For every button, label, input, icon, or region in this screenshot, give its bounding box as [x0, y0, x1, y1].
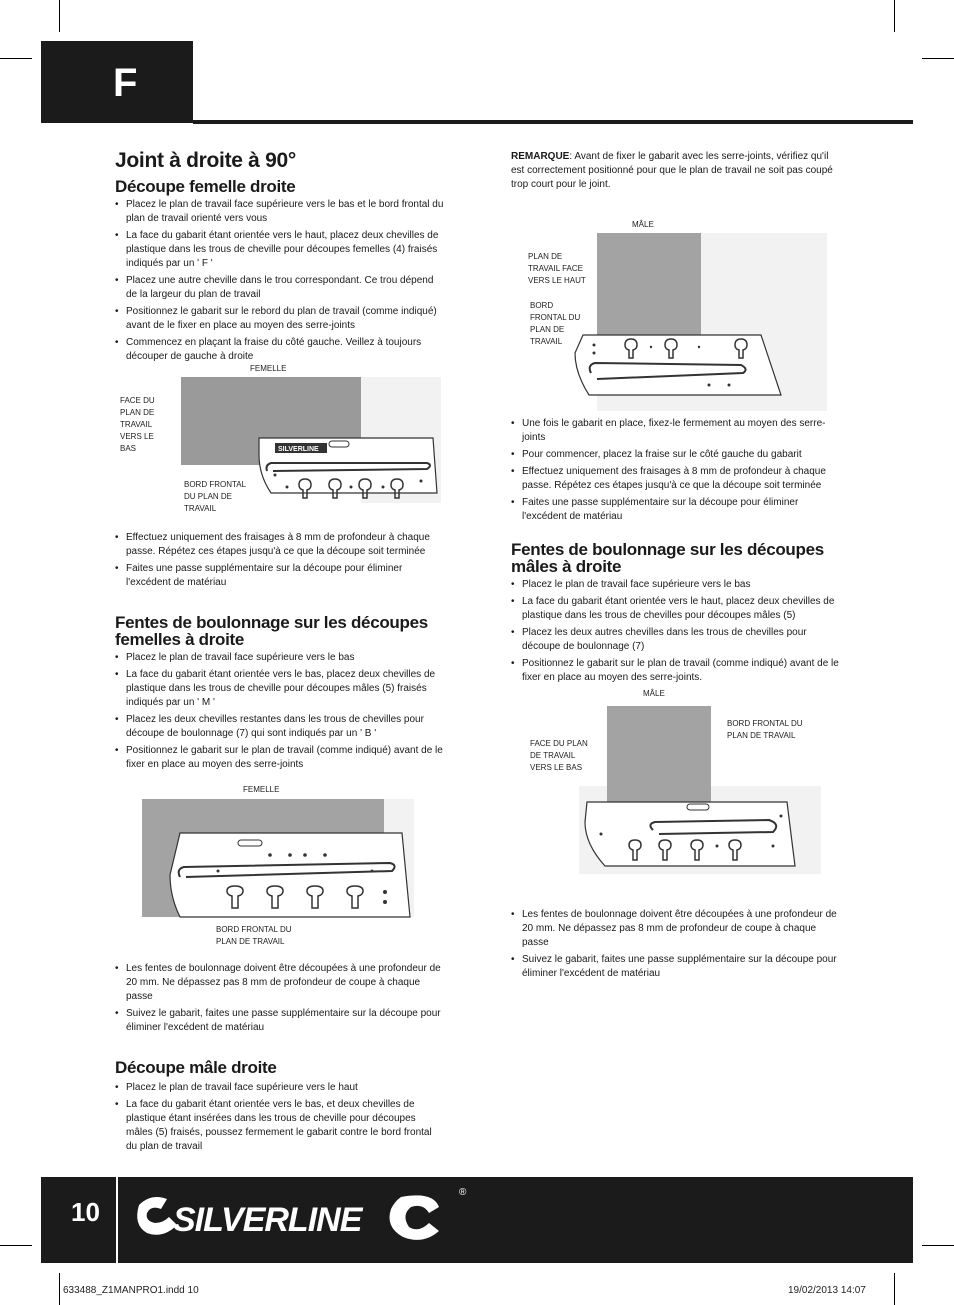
section-heading: Fentes de boulonnage sur les découpes femelles à droite [115, 613, 428, 649]
crop-mark [894, 0, 895, 32]
note-label: REMARQUE [511, 151, 570, 162]
right-column [511, 150, 843, 192]
crop-mark [894, 1273, 895, 1305]
figure-label: BORD FRONTAL DU PLAN DE TRAVAIL [727, 719, 803, 740]
figure-label: MÂLE [643, 689, 665, 698]
figure-male-1 [511, 215, 843, 415]
bullet-list [511, 578, 843, 685]
list-item: • Suivez le gabarit, faites une passe supplémentaire sur la découpe pour éliminer l'excédent de matériau [511, 953, 843, 981]
list-item: • Faites une passe supplémentaire sur la découpe pour éliminer l'excédent de matériau [115, 562, 445, 590]
crop-mark [59, 1273, 60, 1305]
footer-divider [116, 1177, 118, 1263]
list-item: • Une fois le gabarit en place, fixez-le fermement au moyen des serre-joints [511, 417, 843, 445]
list-item: • Faites une passe supplémentaire sur la découpe pour éliminer l'excédent de matériau [511, 496, 843, 524]
list-item: • Pour commencer, placez la fraise sur le côté gauche du gabarit [511, 448, 843, 462]
brand-logo [133, 1187, 473, 1252]
note [511, 150, 843, 192]
left-column [115, 149, 445, 367]
list-item: • Suivez le gabarit, faites une passe supplémentaire sur la découpe pour éliminer l'excédent de matériau [115, 1007, 445, 1035]
figure-label: FACE DU PLAN DE TRAVAIL VERS LE BAS [530, 739, 588, 772]
silverline-logo-icon [133, 1187, 473, 1247]
page-number: 10 [71, 1197, 100, 1227]
list-item: • Positionnez le gabarit sur le plan de travail (comme indiqué) avant de le fixer en place au moyen des serre-joints [115, 744, 445, 772]
list-item: • Placez une autre cheville dans le trou correspondant. Ce trou dépend de la largeur du plan de travail [115, 274, 445, 302]
list-item: • Placez les deux chevilles restantes dans les trous de chevilles pour découpe de boulonnage (7) qui sont indiqués par un ' B ' [115, 713, 445, 741]
bullet-list [115, 1081, 445, 1154]
crop-mark [922, 1245, 954, 1246]
list-item: • Effectuez uniquement des fraisages à 8 mm de profondeur à chaque passe. Répétez ces étapes jusqu'à ce que la découpe soit terminée [115, 531, 445, 559]
bullet-list [115, 198, 445, 364]
list-item: • Positionnez le gabarit sur le rebord du plan de travail (comme indiqué) avant de le fixer en place au moyen des serre-joints [115, 305, 445, 333]
file-info: 633488_Z1MANPRO1.indd 10 [63, 1285, 199, 1296]
list-item: • Placez le plan de travail face supérieure vers le haut [115, 1081, 445, 1095]
list-item: • Les fentes de boulonnage doivent être découpées à une profondeur de 20 mm. Ne dépassez pas 8 mm de profondeur de coupe à chaque passe [115, 962, 445, 1004]
list-item: • La face du gabarit étant orientée vers le haut, placez deux chevilles de plastique dans les trous de chevilles pour découpes mâles (5) [511, 595, 843, 623]
crop-mark [59, 0, 60, 32]
list-item: • Placez le plan de travail face supérieure vers le bas et le bord frontal du plan de travail orienté vers vous [115, 198, 445, 226]
list-item: • La face du gabarit étant orientée vers le bas, placez deux chevilles de plastique dans les trous de cheville pour découpes mâles (5) fraisés indiqués par un ' M ' [115, 668, 445, 710]
bullet-list [115, 531, 445, 590]
bullet-list [115, 651, 445, 772]
bullet-list [511, 908, 843, 981]
crop-mark [0, 1245, 32, 1246]
figure-label: FACE DU PLAN DE TRAVAIL VERS LE BAS [120, 396, 155, 453]
section-heading: Fentes de boulonnage sur les découpes mâles à droite [511, 540, 824, 576]
print-date: 19/02/2013 14:07 [788, 1285, 866, 1296]
section-heading: Découpe femelle droite [115, 177, 296, 196]
right-column-cont2 [511, 908, 843, 984]
left-column-cont [115, 531, 445, 775]
figure-femelle-1 [115, 365, 445, 515]
jig-illustration [571, 233, 831, 413]
note-text: : Avant de fixer le gabarit avec les serre-joints, vérifiez qu'il est correctement positionné pour que le plan de travail ne soit pas coupé trop court pour le joint. [511, 151, 833, 190]
jig-illustration [175, 375, 450, 505]
list-item: • Effectuez uniquement des fraisages à 8 mm de profondeur à chaque passe. Répétez ces étapes jusqu'à ce que la découpe soit terminée [511, 465, 843, 493]
figure-label: FEMELLE [250, 364, 287, 373]
left-column-cont2 [115, 962, 445, 1157]
bullet-list [511, 417, 843, 524]
figure-label: PLAN DE TRAVAIL FACE VERS LE HAUT [528, 252, 586, 285]
section-heading: Découpe mâle droite [115, 1058, 277, 1077]
list-item: • La face du gabarit étant orientée vers le bas, et deux chevilles de plastique étant insérées dans les trous de cheville pour découpes mâles (5) fraisés, poussez fermement le gabarit contre le bord frontal du plan de travail [115, 1098, 445, 1154]
jig-logo: SILVERLINE [278, 446, 319, 453]
list-item: • Commencez en plaçant la fraise du côté gauche. Veillez à toujours découper de gauche à droite [115, 336, 445, 364]
jig-illustration [140, 797, 420, 922]
list-item: • Les fentes de boulonnage doivent être découpées à une profondeur de 20 mm. Ne dépassez pas 8 mm de profondeur de coupe à chaque passe [511, 908, 843, 950]
list-item: • Placez le plan de travail face supérieure vers le bas [115, 651, 445, 665]
crop-mark [922, 58, 954, 59]
figure-femelle-2 [115, 782, 445, 952]
header-rule [193, 120, 913, 124]
right-column-cont [511, 417, 843, 688]
list-item: • Positionnez le gabarit sur le plan de travail (comme indiqué) avant de le fixer en place au moyen des serre-joints. [511, 657, 843, 685]
jig-illustration [577, 704, 827, 876]
figure-label: BORD FRONTAL DU PLAN DE TRAVAIL [184, 480, 246, 513]
bullet-list [115, 962, 445, 1035]
figure-label: BORD FRONTAL DU PLAN DE TRAVAIL [530, 301, 581, 346]
page-title: Joint à droite à 90° [115, 149, 296, 172]
list-item: • Placez le plan de travail face supérieure vers le bas [511, 578, 843, 592]
list-item: • La face du gabarit étant orientée vers le haut, placez deux chevilles de plastique dans les trous de cheville pour découpes femelles (4) fraisés indiqués par un ' F ' [115, 229, 445, 271]
figure-label: BORD FRONTAL DU PLAN DE TRAVAIL [216, 925, 292, 946]
list-item: • Placez les deux autres chevilles dans les trous de chevilles pour découpe de boulonnage (7) [511, 626, 843, 654]
language-letter: F [113, 61, 138, 105]
figure-label: FEMELLE [243, 785, 280, 794]
registered-mark: ® [459, 1187, 467, 1198]
figure-label: MÂLE [632, 220, 654, 229]
language-tab [41, 41, 193, 123]
crop-mark [0, 58, 32, 59]
brand-text: SILVERLINE [173, 1201, 362, 1239]
footer-bar [41, 1177, 913, 1263]
figure-male-2 [511, 688, 843, 878]
